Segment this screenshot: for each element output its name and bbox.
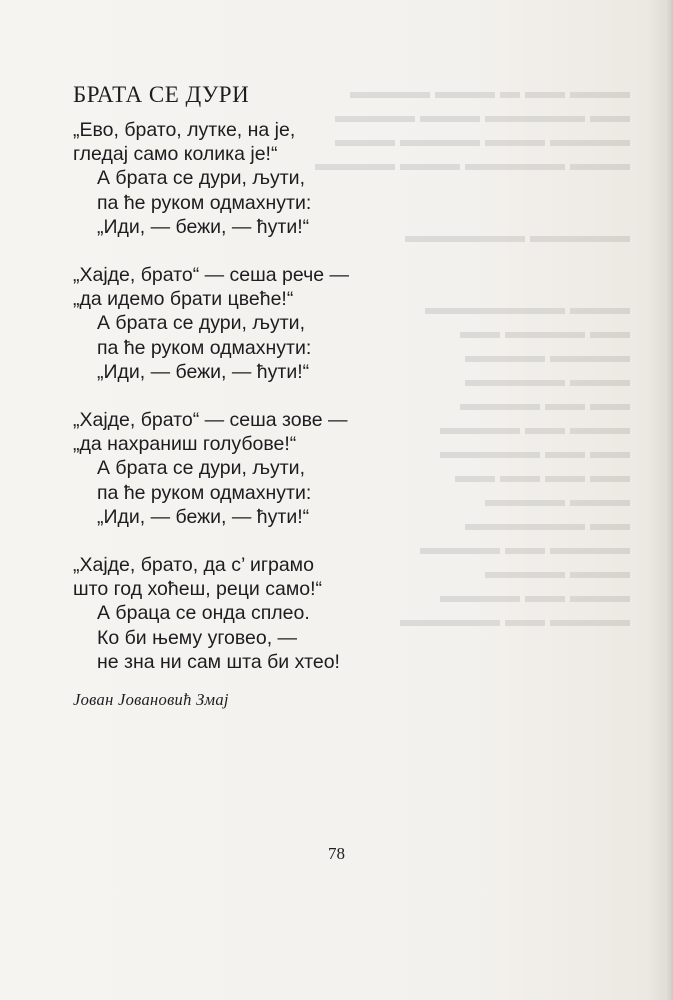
- poem: [73, 82, 513, 710]
- poem-line: А брата се дури, љути,: [97, 457, 305, 480]
- poem-line: „Иди, — бежи, — ћути!“: [97, 360, 310, 383]
- poem-line: „Ево, брато, лутке, на је,: [73, 119, 296, 141]
- poem-line: А браца се онда сплео.: [97, 602, 310, 625]
- poem-author: Јован Јовановић Змај: [73, 690, 229, 710]
- poem-line: А брата се дури, љути,: [97, 167, 305, 190]
- stanza: [73, 263, 513, 384]
- poem-line: што год хоћеш, реци само!“: [73, 578, 322, 601]
- poem-line: А брата се дури, љути,: [97, 312, 305, 335]
- poem-line: гледај само колика је!“: [73, 143, 278, 166]
- poem-body: [73, 118, 513, 674]
- poem-line: па ће руком одмахнути:: [97, 191, 312, 214]
- reverse-side-show-through: ▬▬▬ ▬▬ ▬ ▬▬▬ ▬▬▬▬ ▬▬ ▬▬▬▬▬ ▬▬▬ ▬▬▬▬ ▬▬▬▬ ▬▬▬ ▬▬▬▬ ▬▬▬ ▬▬▬ ▬▬▬▬▬ ▬▬▬ ▬▬▬▬ ▬▬▬▬▬ ▬▬▬▬▬▬ ▬▬▬ ▬▬▬▬▬▬▬ ▬▬ ▬▬▬▬ ▬▬ ▬▬▬▬ ▬▬▬▬ ▬▬▬ ▬▬▬▬▬ ▬▬ ▬▬ ▬▬▬▬ ▬▬▬ ▬▬ ▬▬▬▬ ▬▬ ▬▬ ▬▬▬▬▬ ▬▬ ▬▬ ▬▬ ▬▬ ▬▬▬ ▬▬▬▬ ▬▬ ▬▬▬▬▬▬ ▬▬▬▬ ▬▬ ▬▬▬▬ ▬▬▬ ▬▬▬▬ ▬▬▬ ▬▬ ▬▬▬▬ ▬▬▬▬ ▬▬ ▬▬▬▬▬: [315, 81, 630, 631]
- stanza: [73, 118, 513, 239]
- poem-line: „Иди, — бежи, — ћути!“: [97, 215, 310, 238]
- poem-line: Ко би њему уговео, —: [97, 626, 298, 649]
- poem-line: „Хајде, брато“ — сеша зове —: [73, 409, 348, 432]
- page-number: 78: [328, 844, 345, 863]
- poem-line: па ће руком одмахнути:: [97, 336, 312, 359]
- poem-line: „Иди, — бежи, — ћути!“: [97, 505, 310, 528]
- poem-line: „да идемо брати цвеће!“: [73, 288, 294, 311]
- poem-line: не зна ни сам шта би хтео!: [97, 650, 340, 673]
- stanza: [73, 553, 513, 674]
- stanza: [73, 408, 513, 529]
- poem-line: „Хајде, брато“ — сеша рече —: [73, 264, 350, 287]
- poem-line: „да нахраниш голубове!“: [73, 433, 297, 456]
- poem-line: „Хајде, брато, да с’ играмо: [73, 554, 314, 577]
- poem-title: БРАТА СЕ ДУРИ: [73, 82, 250, 107]
- poem-line: па ће руком одмахнути:: [97, 481, 312, 504]
